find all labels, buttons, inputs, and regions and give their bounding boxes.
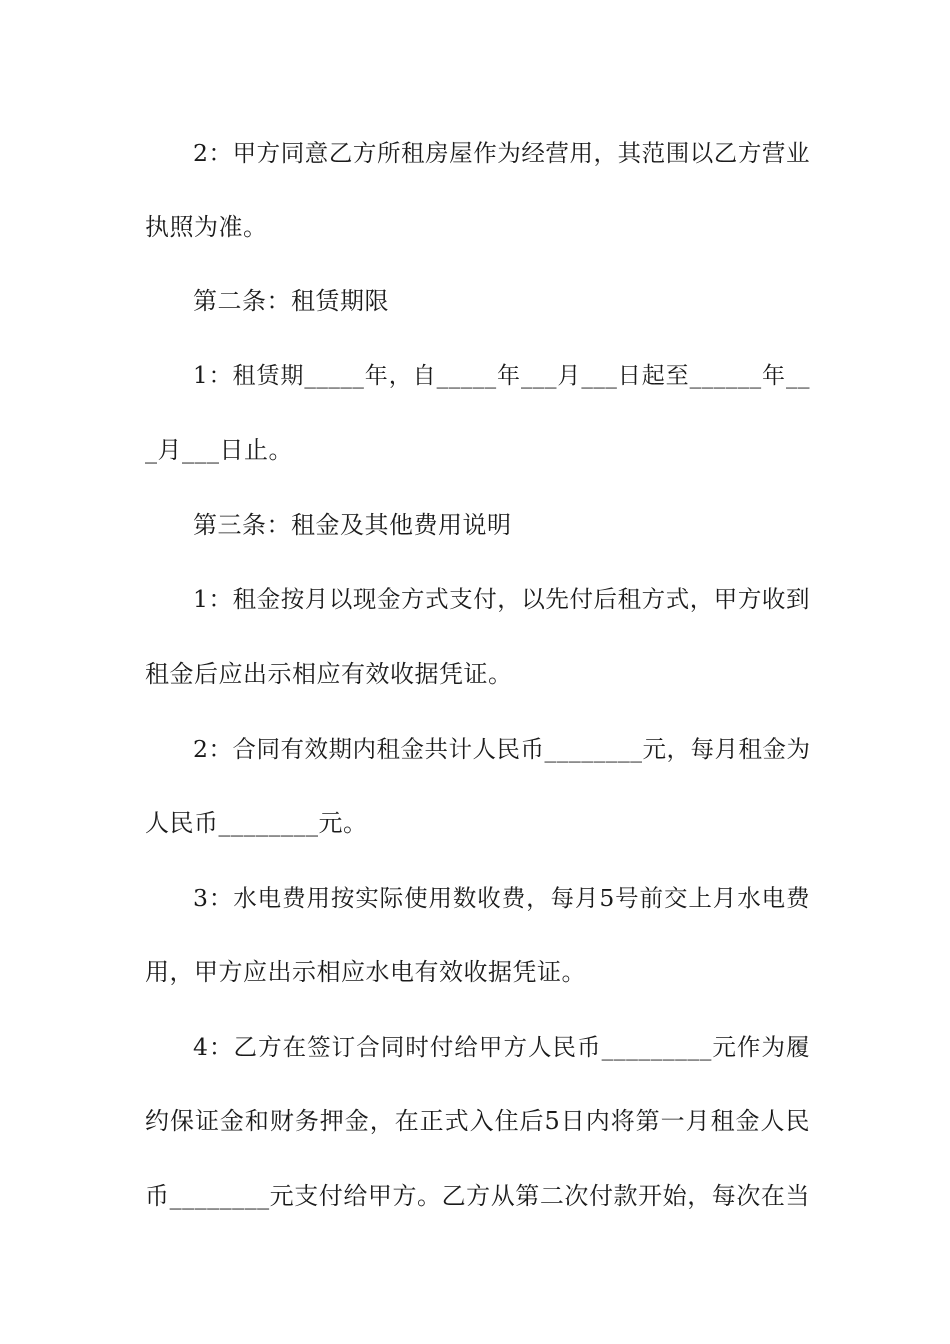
rent-clause-3-line-2: 用，甲方应出示相应水电有效收据凭证。 [145,958,586,986]
clause-2-line-1: 2：甲方同意乙方所租房屋作为经营用，其范围以乙方营业 [193,139,810,167]
article-3-heading: 第三条：租金及其他费用说明 [193,511,512,539]
rent-clause-4-line-2: 约保证金和财务押金，在正式入住后5日内将第一月租金人民 [145,1107,810,1135]
rent-clause-2-line-1: 2：合同有效期内租金共计人民币________元，每月租金为 [193,735,811,763]
rent-clause-2-line-2: 人民币________元。 [145,809,368,837]
rent-clause-4-line-1: 4：乙方在签订合同时付给甲方人民币_________元作为履 [193,1033,810,1061]
article-2-heading: 第二条：租赁期限 [193,287,389,315]
clause-2-line-2: 执照为准。 [145,213,268,241]
rent-clause-1-line-2: 租金后应出示相应有效收据凭证。 [145,660,513,688]
rent-clause-3-line-1: 3：水电费用按实际使用数收费，每月5号前交上月水电费 [193,884,810,912]
term-line-2: _月___日止。 [145,436,293,464]
rent-clause-4-line-3: 币________元支付给甲方。乙方从第二次付款开始，每次在当 [145,1182,810,1210]
rent-clause-1-line-1: 1：租金按月以现金方式支付，以先付后租方式，甲方收到 [193,585,810,613]
term-line-1: 1：租赁期_____年，自_____年___月___日起至______年__ [193,363,810,389]
